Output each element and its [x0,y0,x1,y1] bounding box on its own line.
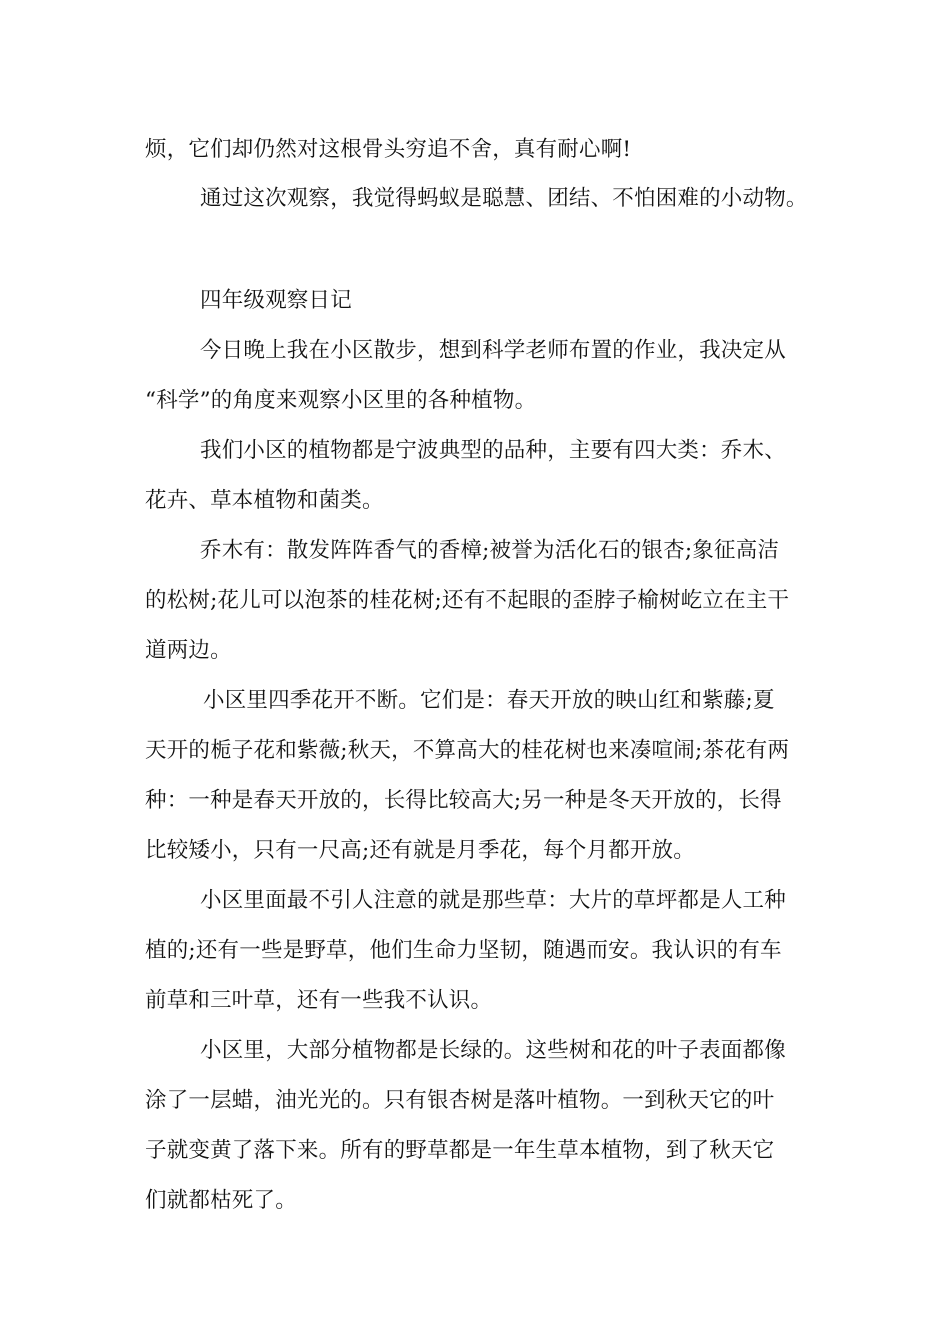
text-line: 种：一种是春天开放的，长得比较高大;另一种是冬天开放的，长得 [145,788,782,813]
section-title: 四年级观察日记 [200,288,352,313]
text-line: 花卉、草本植物和菌类。 [145,488,384,513]
text-line: 乔木有：散发阵阵香气的香樟;被誉为活化石的银杏;象征高洁 [200,538,780,563]
text-line: 道两边。 [145,638,232,663]
text-line: 今日晚上我在小区散步，想到科学老师布置的作业，我决定从 [200,338,786,363]
text-line: 烦，它们却仍然对这根骨头穷追不舍，真有耐心啊! [145,137,632,162]
text-line: 植的;还有一些是野草，他们生命力坚韧，随遇而安。我认识的有车 [145,938,782,963]
text-line: 天开的栀子花和紫薇;秋天，不算高大的桂花树也来凑喧闹;茶花有两 [145,738,790,763]
text-line: 的松树;花儿可以泡茶的桂花树;还有不起眼的歪脖子榆树屹立在主干 [145,588,790,613]
text-line: 小区里面最不引人注意的就是那些草：大片的草坪都是人工种 [200,888,786,913]
text-line: 我们小区的植物都是宁波典型的品种，主要有四大类：乔木、 [200,438,786,463]
text-line: 前草和三叶草，还有一些我不认识。 [145,988,493,1013]
text-line: 小区里，大部分植物都是长绿的。这些树和花的叶子表面都像 [200,1038,786,1063]
text-line: 们就都枯死了。 [145,1188,297,1213]
text-line: “科学”的角度来观察小区里的各种植物。 [145,388,537,413]
text-line: 通过这次观察，我觉得蚂蚁是聪慧、团结、不怕困难的小动物。 [200,186,808,211]
text-line: 子就变黄了落下来。所有的野草都是一年生草本植物，到了秋天它 [145,1138,775,1163]
text-line: 比较矮小，只有一尺高;还有就是月季花，每个月都开放。 [145,838,695,863]
text-line: 涂了一层蜡，油光光的。只有银杏树是落叶植物。一到秋天它的叶 [145,1088,775,1113]
text-line: 小区里四季花开不断。它们是：春天开放的映山红和紫藤;夏 [203,688,775,713]
